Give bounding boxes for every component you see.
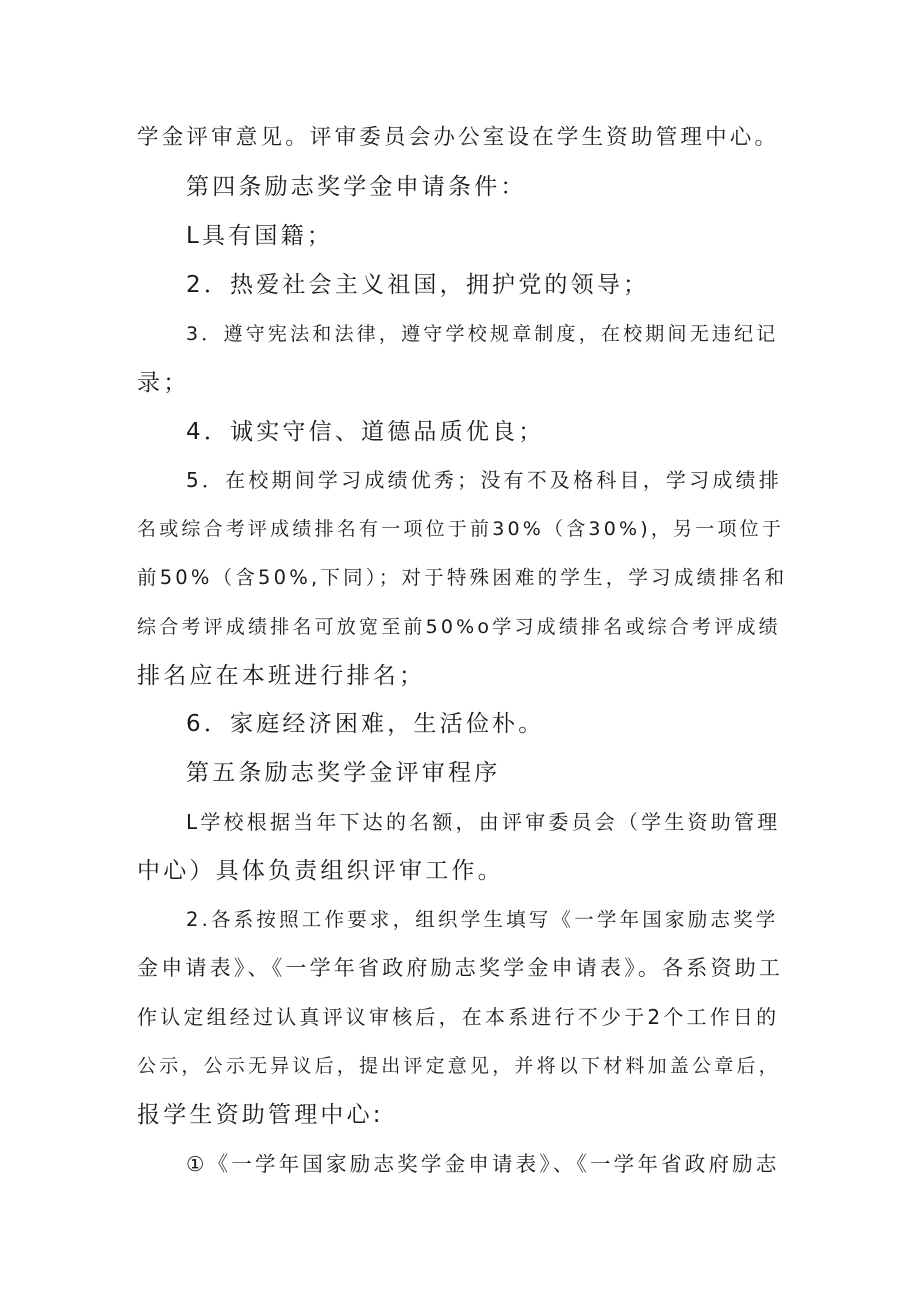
body-line: 作认定组经过认真评议审核后，在本系进行不少于2个工作日的: [137, 1005, 780, 1029]
list-item: 6．家庭经济困难，生活俭朴。: [186, 711, 545, 737]
list-item: 2.各系按照工作要求，组织学生填写《一学年国家励志奖学: [186, 908, 779, 931]
list-item: L具有国籍；: [186, 223, 334, 249]
list-item: 3．遵守宪法和法律，遵守学校规章制度，在校期间无违纪记: [186, 323, 779, 345]
body-line: 金申请表》、《一学年省政府励志奖学金申请表》。各系资助工: [137, 956, 784, 980]
body-line: 公示，公示无异议后，提出评定意见，并将以下材料加盖公章后，: [137, 1055, 781, 1077]
body-line: 报学生资助管理中心:: [137, 1102, 384, 1128]
article-heading: 第五条励志奖学金评审程序: [186, 760, 501, 786]
body-line: 中心）具体负责组织评审工作。: [137, 858, 504, 884]
body-line: 前50%（含50%,下同）；对于特殊困难的学生，学习成绩排名和: [137, 566, 788, 589]
body-line: 综合考评成绩排名可放宽至前50%o学习成绩排名或综合考评成绩: [137, 616, 781, 638]
list-item: ①《一学年国家励志奖学金申请表》、《一学年省政府励志: [186, 1152, 780, 1176]
list-item: 5．在校期间学习成绩优秀；没有不及格科目，学习成绩排: [186, 468, 782, 492]
body-line: 录；: [137, 370, 190, 396]
list-item: 2．热爱社会主义祖国，拥护党的领导；: [186, 272, 650, 298]
list-item: 4．诚实守信、道德品质优良；: [186, 419, 545, 445]
article-heading: 第四条励志奖学金申请条件：: [186, 174, 527, 200]
body-line: 排名应在本班进行排名；: [137, 663, 426, 689]
list-item: L学校根据当年下达的名额，由评审委员会（学生资助管理: [186, 810, 781, 834]
body-line: 学金评审意见。评审委员会办公室设在学生资助管理中心。: [137, 125, 780, 150]
body-line: 名或综合考评成绩排名有一项位于前30%（含30%)，另一项位于: [137, 518, 785, 540]
